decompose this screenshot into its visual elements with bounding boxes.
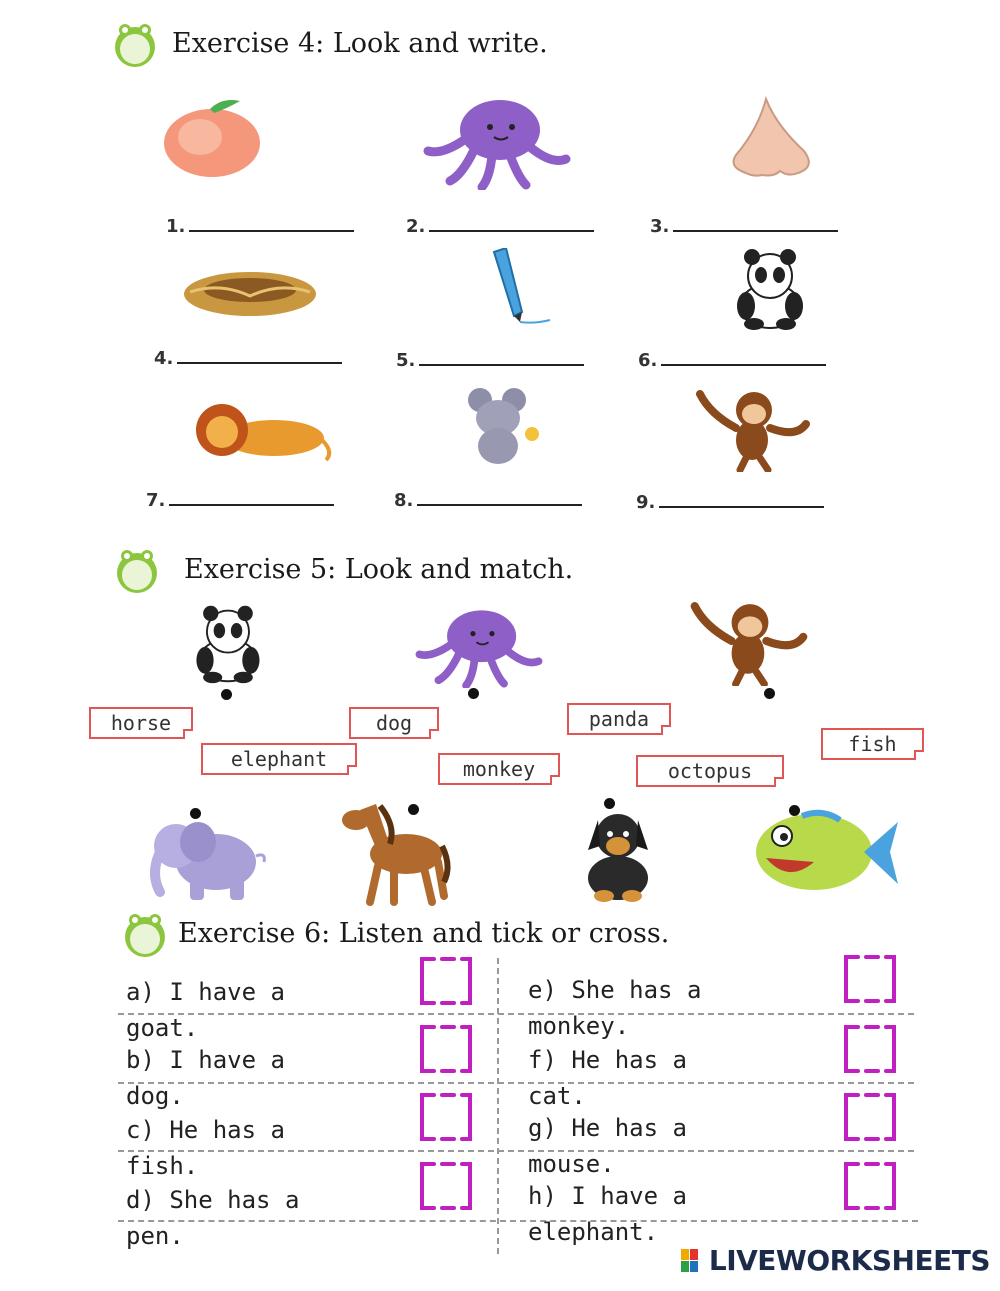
item-number: 7. bbox=[146, 490, 166, 511]
peach-icon bbox=[160, 95, 270, 180]
answer-blank[interactable] bbox=[169, 504, 334, 506]
pen-icon bbox=[486, 248, 556, 328]
answer-blank[interactable] bbox=[417, 504, 582, 506]
sentence-h-line2: elephant. bbox=[528, 1218, 659, 1246]
answer-blank[interactable] bbox=[659, 506, 824, 508]
word-box-octopus[interactable]: octopus bbox=[636, 755, 784, 787]
word-box-panda[interactable]: panda bbox=[567, 703, 671, 735]
item-number: 1. bbox=[166, 216, 186, 237]
frog-icon bbox=[122, 912, 168, 958]
tick-box[interactable] bbox=[842, 1160, 898, 1212]
answer-blank[interactable] bbox=[189, 230, 354, 232]
sentence-a-line1: a) I have a bbox=[126, 978, 285, 1006]
lion-icon bbox=[186, 400, 336, 462]
sentence-b-line1: b) I have a bbox=[126, 1046, 285, 1074]
octopus-icon bbox=[414, 606, 544, 688]
brand-name: LIVEWORKSHEETS bbox=[708, 1244, 990, 1277]
match-dot[interactable] bbox=[468, 688, 479, 699]
row-divider bbox=[118, 1220, 918, 1222]
tick-box[interactable] bbox=[418, 1023, 474, 1075]
monkey-icon bbox=[690, 600, 810, 686]
nose-icon bbox=[718, 95, 828, 180]
panda-icon bbox=[184, 602, 270, 686]
brand-logo bbox=[681, 1244, 990, 1277]
sentence-g-line1: g) He has a bbox=[528, 1114, 687, 1142]
frog-icon bbox=[114, 548, 160, 594]
sentence-d-line2: pen. bbox=[126, 1222, 184, 1250]
item-number: 3. bbox=[650, 216, 670, 237]
match-dot[interactable] bbox=[764, 688, 775, 699]
row-divider bbox=[118, 1082, 914, 1084]
sentence-c-line1: c) He has a bbox=[126, 1116, 285, 1144]
word-box-dog[interactable]: dog bbox=[349, 707, 439, 739]
word-box-fish[interactable]: fish bbox=[821, 728, 924, 760]
answer-blank[interactable] bbox=[673, 230, 838, 232]
sentence-f-line2: cat. bbox=[528, 1082, 586, 1110]
sentence-e-line2: monkey. bbox=[528, 1012, 630, 1040]
dog-icon bbox=[570, 806, 666, 904]
word-box-elephant[interactable]: elephant bbox=[201, 743, 357, 775]
item-number: 9. bbox=[636, 492, 656, 513]
nest-icon bbox=[180, 262, 320, 322]
item-number: 2. bbox=[406, 216, 426, 237]
fish-icon bbox=[752, 808, 900, 896]
sentence-b-line2: dog. bbox=[126, 1082, 184, 1110]
octopus-icon bbox=[422, 95, 572, 190]
word-box-horse[interactable]: horse bbox=[89, 707, 193, 739]
tick-box[interactable] bbox=[842, 1023, 898, 1075]
item-number: 4. bbox=[154, 348, 174, 369]
exercise4-title: Exercise 4: Look and write. bbox=[172, 28, 548, 59]
sentence-d-line1: d) She has a bbox=[126, 1186, 300, 1214]
sentence-f-line1: f) He has a bbox=[528, 1046, 687, 1074]
answer-blank[interactable] bbox=[177, 362, 342, 364]
sentence-c-line2: fish. bbox=[126, 1152, 199, 1180]
monkey-icon bbox=[696, 388, 812, 472]
sentence-a-line2: goat. bbox=[126, 1014, 199, 1042]
tick-box[interactable] bbox=[842, 1091, 898, 1143]
answer-blank[interactable] bbox=[429, 230, 594, 232]
exercise5-title: Exercise 5: Look and match. bbox=[184, 554, 574, 585]
answer-blank[interactable] bbox=[419, 364, 584, 366]
match-dot[interactable] bbox=[221, 689, 232, 700]
column-divider bbox=[497, 958, 499, 1254]
word-box-monkey[interactable]: monkey bbox=[438, 753, 560, 785]
answer-blank[interactable] bbox=[661, 364, 826, 366]
row-divider bbox=[118, 1150, 914, 1152]
sentence-e-line1: e) She has a bbox=[528, 976, 702, 1004]
mouse-icon bbox=[456, 386, 546, 466]
tick-box[interactable] bbox=[418, 1091, 474, 1143]
horse-icon bbox=[340, 796, 452, 908]
item-number: 6. bbox=[638, 350, 658, 371]
sentence-g-line2: mouse. bbox=[528, 1150, 615, 1178]
elephant-icon bbox=[146, 812, 268, 904]
panda-icon bbox=[724, 248, 814, 330]
frog-icon bbox=[112, 22, 158, 68]
brand-blocks-icon bbox=[681, 1249, 707, 1273]
item-number: 5. bbox=[396, 350, 416, 371]
sentence-h-line1: h) I have a bbox=[528, 1182, 687, 1210]
exercise6-title: Exercise 6: Listen and tick or cross. bbox=[178, 918, 670, 949]
row-divider bbox=[118, 1013, 914, 1015]
tick-box[interactable] bbox=[842, 953, 898, 1005]
tick-box[interactable] bbox=[418, 1160, 474, 1212]
tick-box[interactable] bbox=[418, 955, 474, 1007]
item-number: 8. bbox=[394, 490, 414, 511]
